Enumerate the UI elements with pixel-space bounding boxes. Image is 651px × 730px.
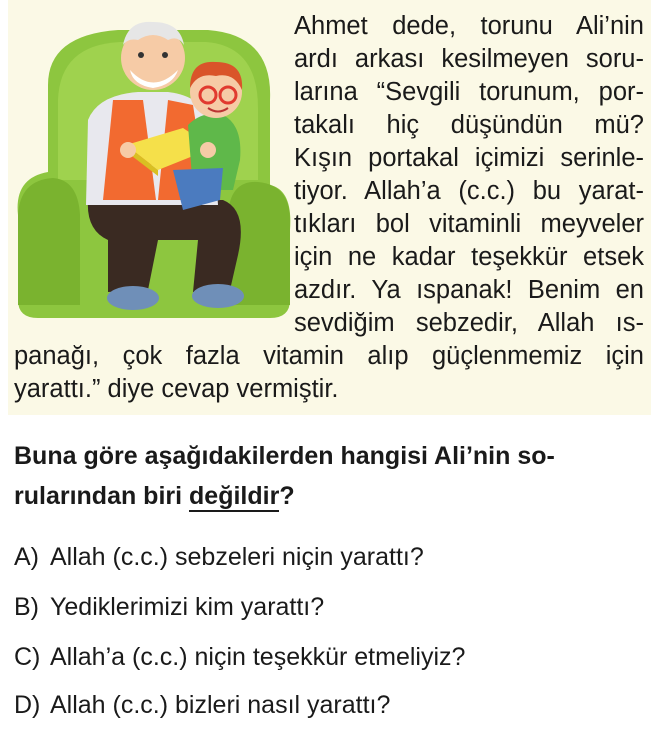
option-d-letter: D) (14, 691, 41, 719)
option-c-letter: C) (14, 643, 41, 671)
option-a-text: Allah (c.c.) sebzeleri niçin yarattı? (50, 543, 424, 571)
option-c-text: Allah’a (c.c.) niçin teşekkür etmeliyiz? (50, 643, 466, 671)
passage-line: tiyor. Allah’a (c.c.) bu yarat- (294, 177, 644, 205)
option-d[interactable] (14, 691, 390, 720)
negation-word: değildir (189, 482, 280, 510)
question-line-1: Buna göre aşağıdakilerden hangisi Ali’nin so- (14, 442, 555, 470)
passage-line: Ahmet dede, torunu Ali’nin (294, 12, 644, 40)
grandfather-reading-illustration (8, 0, 298, 320)
passage-line: ardı arkası kesilmeyen soru- (294, 45, 644, 73)
option-b-letter: B) (14, 593, 39, 621)
passage-line: tıkları bol vitaminli meyveler (294, 210, 644, 238)
passage-line: yarattı.” diye cevap vermiştir. (14, 375, 339, 403)
option-b[interactable] (14, 593, 324, 622)
question-line-2-prefix: rularından biri (14, 482, 190, 510)
passage-line: için ne kadar teşekkür etsek (294, 243, 644, 271)
passage-line: panağı, çok fazla vitamin alıp güçlenmemiz için (14, 342, 644, 370)
passage-line: sevdiğim sebzedir, Allah ıs- (294, 309, 644, 337)
option-d-text: Allah (c.c.) bizleri nasıl yarattı? (50, 691, 391, 719)
option-b-text: Yediklerimizi kim yarattı? (50, 593, 325, 621)
option-c[interactable] (14, 643, 465, 672)
option-a-letter: A) (14, 543, 39, 571)
question-line-2 (14, 478, 295, 514)
passage-line: azdır. Ya ıspanak! Benim en (294, 276, 644, 304)
passage-line: larına “Sevgili torunum, por- (294, 78, 644, 106)
passage-line: Kışın portakal içimizi serinle- (294, 144, 644, 172)
passage-line: takalı hiç düşündün mü? (294, 111, 644, 139)
option-a[interactable] (14, 543, 424, 572)
question-mark: ? (279, 482, 295, 510)
